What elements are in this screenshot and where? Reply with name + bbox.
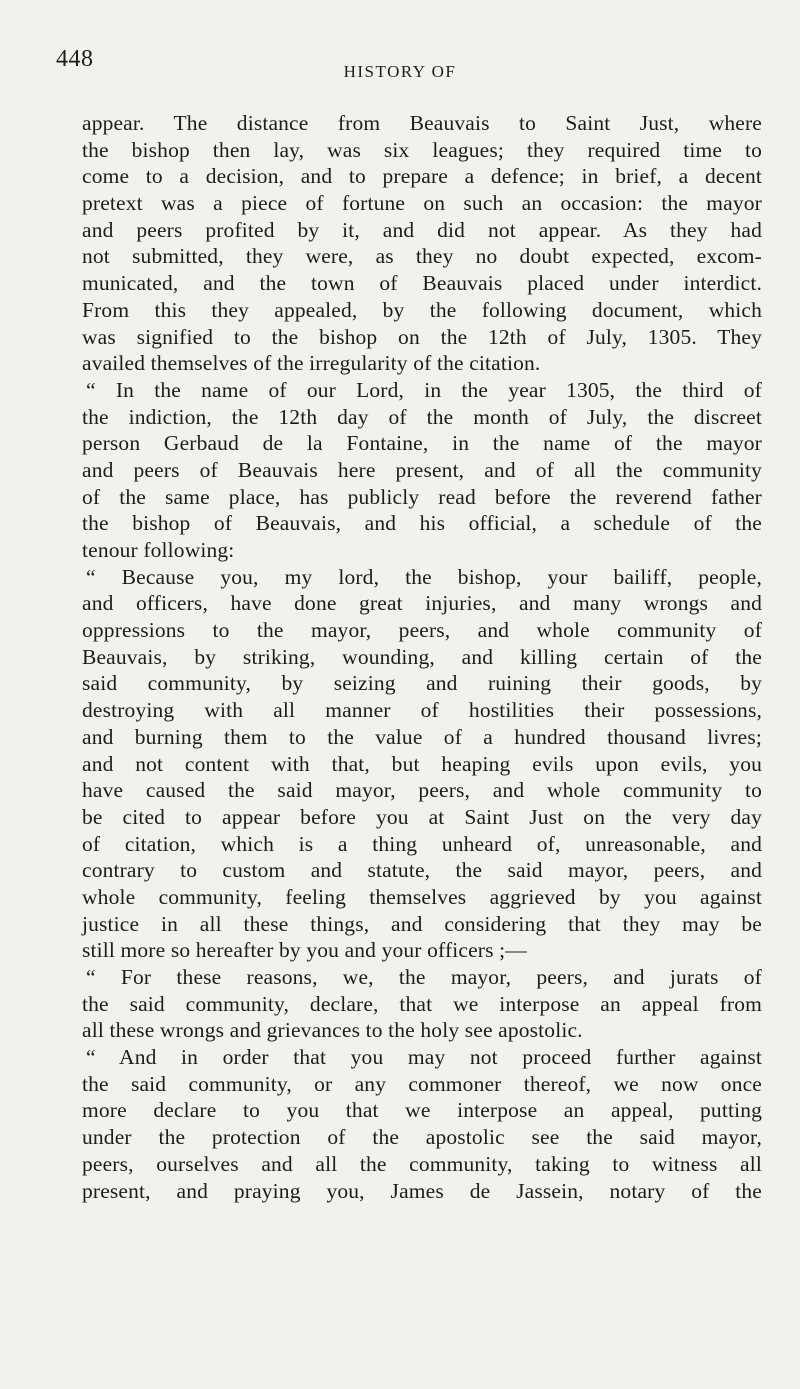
text-line: under the protection of the apostolic see the said mayor, xyxy=(82,1125,762,1150)
text-line: more declare to you that we interpose an appeal, putting xyxy=(82,1098,762,1123)
text-line: and peers of Beauvais here present, and of all the community xyxy=(82,457,762,482)
text-line: destroying with all manner of hostilities their possessions, xyxy=(82,698,762,723)
text-line: pretext was a piece of fortune on such an occasion: the mayor xyxy=(82,191,762,216)
text-line: the indiction, the 12th day of the month of July, the discreet xyxy=(82,404,762,429)
text-line: “ And in order that you may not proceed further against xyxy=(86,1045,762,1070)
text-line: municated, and the town of Beauvais placed under interdict. xyxy=(82,271,762,296)
running-title: HISTORY OF xyxy=(343,62,457,81)
text-line: person Gerbaud de la Fontaine, in the name of the mayor xyxy=(82,431,762,456)
body-text xyxy=(82,110,762,1204)
text-line: peers, ourselves and all the community, taking to witness all xyxy=(82,1151,762,1176)
text-line: the bishop then lay, was six leagues; they required time to xyxy=(82,137,762,162)
text-line: and not content with that, but heaping evils upon evils, you xyxy=(82,751,762,776)
text-line: “ Because you, my lord, the bishop, your bailiff, people, xyxy=(86,564,762,589)
text-line: and burning them to the value of a hundred thousand livres; xyxy=(82,724,762,749)
text-line: availed themselves of the irregularity of the citation. xyxy=(82,351,541,376)
text-line: be cited to appear before you at Saint Just on the very day xyxy=(82,804,762,829)
text-line: not submitted, they were, as they no doubt expected, excom- xyxy=(82,244,762,269)
text-line: and peers profited by it, and did not appear. As they had xyxy=(82,217,762,242)
text-line: the bishop of Beauvais, and his official, a schedule of the xyxy=(82,511,762,536)
text-line: whole community, feeling themselves aggrieved by you against xyxy=(82,884,762,909)
text-line: the said community, or any commoner thereof, we now once xyxy=(82,1071,762,1096)
text-line: justice in all these things, and considering that they may be xyxy=(82,911,762,936)
text-line: Beauvais, by striking, wounding, and killing certain of the xyxy=(82,644,762,669)
text-line: contrary to custom and statute, the said mayor, peers, and xyxy=(82,858,762,883)
text-line: “ For these reasons, we, the mayor, peers, and jurats of xyxy=(86,965,762,989)
text-line: of the same place, has publicly read before the reverend father xyxy=(82,484,762,509)
text-line: was signified to the bishop on the 12th of July, 1305. They xyxy=(82,324,762,349)
text-line: present, and praying you, James de Jassein, notary of the xyxy=(82,1178,762,1203)
text-line: oppressions to the mayor, peers, and whole community of xyxy=(82,618,762,643)
text-line: and officers, have done great injuries, and many wrongs and xyxy=(82,591,762,616)
text-line: appear. The distance from Beauvais to Saint Just, where xyxy=(82,111,762,135)
text-line: have caused the said mayor, peers, and whole community to xyxy=(82,778,762,803)
text-line: all these wrongs and grievances to the holy see apostolic. xyxy=(82,1018,583,1043)
text-line: tenour following: xyxy=(82,538,235,562)
text-line: “ In the name of our Lord, in the year 1305, the third of xyxy=(86,377,762,402)
text-line: the said community, declare, that we interpose an appeal from xyxy=(82,991,762,1016)
text-line: come to a decision, and to prepare a defence; in brief, a decent xyxy=(82,164,762,189)
page-number: 448 xyxy=(56,46,94,72)
text-line: of citation, which is a thing unheard of, unreasonable, and xyxy=(82,831,762,856)
text-line: said community, by seizing and ruining their goods, by xyxy=(82,671,762,696)
text-line: From this they appealed, by the following document, which xyxy=(82,297,762,322)
text-line: still more so hereafter by you and your officers ;— xyxy=(82,938,527,963)
